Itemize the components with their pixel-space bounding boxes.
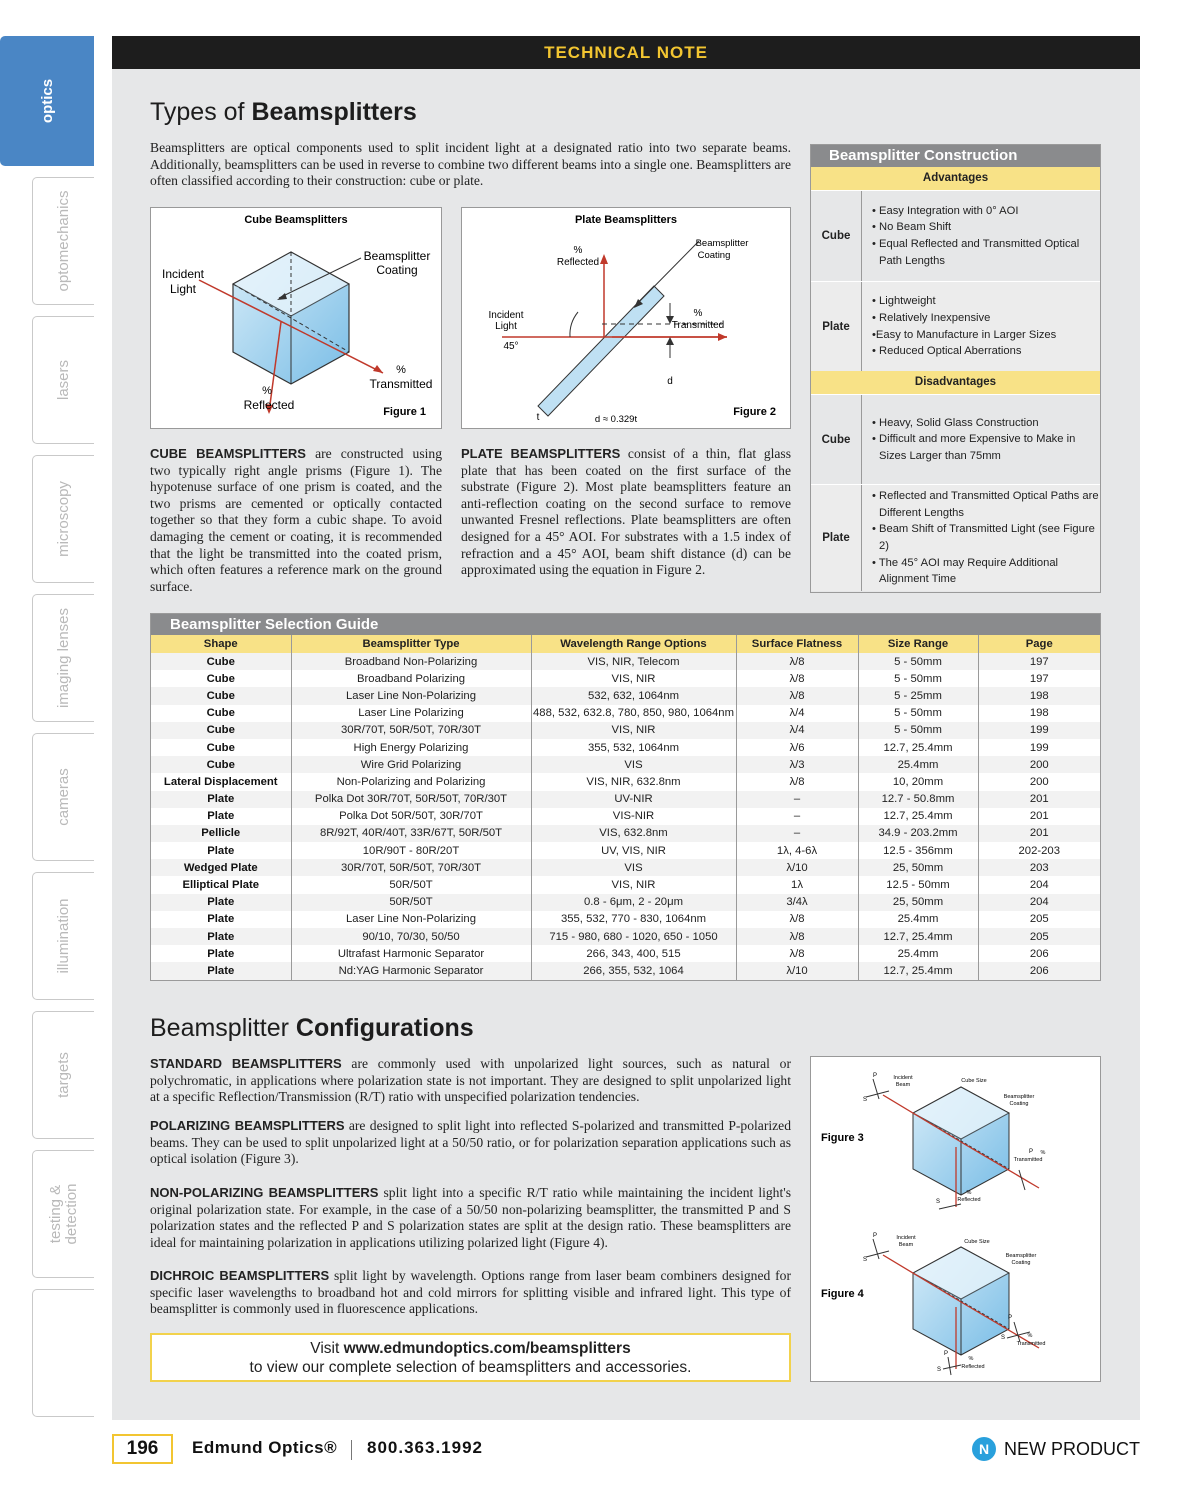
table-cell: Cube (151, 687, 291, 704)
table-cell: 198 (1029, 707, 1049, 720)
fig3-beam: Beam (895, 1082, 911, 1088)
table-cell: Cube (151, 739, 291, 756)
table-cell: Laser Line Polarizing (291, 705, 531, 722)
guide-header-row (151, 635, 1100, 653)
table-cell: λ/8 (736, 687, 858, 704)
table-cell: 201 (978, 825, 1100, 842)
table-cell: – (736, 825, 858, 842)
table-cell: 30R/70T, 50R/50T, 70R/30T (291, 722, 531, 739)
figure-2-plate (461, 207, 791, 429)
guide-table (151, 635, 1100, 980)
table-cell: 25.4mm (858, 911, 978, 928)
table-cell: 201 (978, 791, 1100, 808)
adv-row-plate (811, 281, 1100, 371)
page-number: 196 (112, 1434, 173, 1464)
brand-name: Edmund Optics® (192, 1438, 338, 1457)
fig3-p: P (873, 1073, 878, 1079)
table-cell: Plate (151, 911, 291, 928)
list-item: • Equal Reflected and Transmitted Optical Path Lengths (872, 238, 1080, 267)
dis-plate-items (862, 485, 1100, 591)
fig2-bs: Beamsplitter (695, 238, 749, 249)
nonpolarizing-lead: NON-POLARIZING BEAMSPLITTERS (150, 1185, 379, 1200)
side-tab-illumination[interactable] (32, 872, 94, 1000)
figures-3-4 (810, 1056, 1101, 1382)
side-tab-label: testing & detection (46, 1183, 80, 1245)
table-cell: VIS, NIR, 632.8nm (531, 773, 736, 790)
table-row (151, 739, 1100, 756)
table-row (151, 791, 1100, 808)
table-cell: 201 (1029, 810, 1049, 823)
table-cell: 197 (978, 653, 1100, 670)
fig2-angle: 45° (503, 341, 519, 352)
fig3-s2: S (936, 1199, 941, 1205)
table-row (151, 894, 1100, 911)
adv-plate-items (862, 282, 1100, 371)
guide-body (151, 653, 1100, 980)
table-cell: 266, 355, 532, 1064 (531, 962, 736, 979)
technical-note-banner: TECHNICAL NOTE (112, 36, 1140, 69)
fig4-p2: P (1008, 1315, 1013, 1321)
polarization-diagrams (811, 1057, 1100, 1381)
list-item: • Heavy, Solid Glass Construction (872, 416, 1039, 429)
row-label: Plate (811, 282, 862, 371)
dichroic-paragraph (150, 1268, 791, 1318)
fig4-s2: S (1001, 1335, 1006, 1341)
side-tab-targets[interactable] (32, 1011, 94, 1139)
table-cell: 5 - 50mm (858, 670, 978, 687)
table-row (151, 808, 1100, 825)
fig2-title: Plate Beamsplitters (574, 214, 678, 226)
table-cell: 205 (978, 928, 1100, 945)
footer-divider (351, 1440, 352, 1460)
table-row (151, 756, 1100, 773)
table-cell: UV-NIR (531, 791, 736, 808)
table-cell: 200 (1029, 775, 1049, 788)
side-tab-label: microscopy (54, 481, 72, 557)
table-cell: 1λ (736, 876, 858, 893)
fig3-reflected: Reflected (957, 1197, 981, 1203)
visit-line-1 (152, 1339, 789, 1358)
table-row (151, 705, 1100, 722)
list-item: • No Beam Shift (872, 221, 952, 234)
standard-lead: STANDARD BEAMSPLITTERS (150, 1056, 342, 1071)
fig2-reflected: Reflected (556, 257, 600, 268)
table-cell: Nd:YAG Harmonic Separator (291, 962, 531, 979)
table-cell: 5 - 50mm (858, 653, 978, 670)
figure-3-diagram (821, 1073, 1046, 1209)
table-cell: λ/4 (736, 705, 858, 722)
fig4-transmitted: Transmitted (1016, 1341, 1046, 1347)
cube-paragraph (150, 446, 442, 595)
guide-title: Beamsplitter Selection Guide (151, 614, 1100, 635)
new-product-label: NEW PRODUCT (1004, 1438, 1140, 1459)
table-cell: 5 - 50mm (858, 705, 978, 722)
polarizing-paragraph (150, 1118, 791, 1168)
cube-beamsplitter-diagram (151, 208, 441, 428)
fig2-t: t (536, 412, 540, 423)
disadvantages-header: Disadvantages (811, 371, 1100, 394)
table-cell: Lateral Displacement (151, 773, 291, 790)
fig2-incident: Incident (488, 310, 524, 321)
selection-guide (150, 613, 1101, 981)
column-header: Beamsplitter Type (291, 635, 531, 653)
list-item: • Relatively Inexpensive (872, 311, 991, 324)
fig3-pct-r: % (966, 1190, 972, 1196)
fig3-pct-t: % (1040, 1150, 1046, 1156)
types-heading-bold: Beamsplitters (251, 98, 417, 126)
types-heading (150, 98, 417, 127)
table-cell: 202-203 (1018, 844, 1060, 857)
list-item: • Difficult and more Expensive to Make in Sizes Larger than 75mm (872, 433, 1076, 462)
fig4-cubesize: Cube Size (964, 1239, 990, 1245)
table-cell: Broadband Non-Polarizing (291, 653, 531, 670)
side-tab-testing-detection[interactable] (32, 1150, 94, 1278)
table-cell: λ/8 (736, 911, 858, 928)
table-cell: 355, 532, 770 - 830, 1064nm (531, 911, 736, 928)
side-tab-microscopy[interactable] (32, 455, 94, 583)
table-row (151, 687, 1100, 704)
fig2-coating: Coating (697, 250, 731, 261)
list-item: •Easy to Manufacture in Larger Sizes (872, 328, 1057, 341)
table-cell: Polka Dot 30R/70T, 50R/50T, 70R/30T (291, 791, 531, 808)
table-cell: 200 (978, 756, 1100, 773)
new-product-icon: N (972, 1437, 996, 1461)
table-cell: 199 (1029, 741, 1049, 754)
table-cell: 0.8 - 6μm, 2 - 20μm (531, 894, 736, 911)
fig1-coating: Coating (376, 263, 418, 277)
table-row (151, 653, 1100, 670)
table-cell: Wedged Plate (151, 859, 291, 876)
table-cell: Wire Grid Polarizing (291, 756, 531, 773)
table-cell: 50R/50T (291, 894, 531, 911)
table-row (151, 842, 1100, 859)
fig4-incident: Incident (896, 1235, 916, 1241)
table-cell: Plate (151, 842, 291, 859)
fig4-coating: Coating (1011, 1260, 1031, 1266)
table-cell: 8R/92T, 40R/40T, 33R/67T, 50R/50T (291, 825, 531, 842)
table-cell: Cube (151, 653, 291, 670)
fig4-s: S (863, 1257, 868, 1263)
column-header: Shape (151, 635, 291, 653)
table-cell: 3/4λ (736, 894, 858, 911)
standard-paragraph (150, 1056, 791, 1106)
table-cell: λ/8 (736, 945, 858, 962)
side-tab-label: optomechanics (54, 190, 72, 292)
table-cell: 25.4mm (858, 945, 978, 962)
list-item: • Reflected and Transmitted Optical Paths are Different Lengths (872, 490, 1099, 519)
configs-heading-bold: Configurations (295, 1014, 474, 1042)
table-cell: 12.7 - 50.8mm (858, 791, 978, 808)
table-cell: VIS, NIR (531, 876, 736, 893)
table-cell: VIS, 632.8nm (531, 825, 736, 842)
side-tab-optomechanics[interactable] (32, 177, 94, 305)
table-cell: λ/4 (736, 722, 858, 739)
new-product-legend (972, 1437, 1140, 1461)
table-cell: Elliptical Plate (151, 876, 291, 893)
table-cell: λ/8 (736, 773, 858, 790)
table-cell: λ/10 (736, 859, 858, 876)
table-cell: 206 (978, 962, 1100, 979)
table-cell: Plate (151, 945, 291, 962)
figure-4-label: Figure 4 (821, 1288, 864, 1300)
nonpolarizing-text: split light into a specific R/T ratio while maintaining the incident light's original polarization state. For example, in the case of a 50/50 non-polarizing beamsplitter, the transmitted P and S polarization states and the reflected P and S polarization states are split at the design ratio. These beamsplitters are ideal for maintaining polarization in applications utilizing polarized light (Figure 4). (150, 1185, 791, 1250)
table-cell: 1λ, 4-6λ (736, 842, 858, 859)
fig3-s: S (863, 1097, 868, 1103)
list-item: • Beam Shift of Transmitted Light (see Figure 2) (872, 523, 1095, 552)
side-tab-imaging-lenses[interactable] (32, 594, 94, 722)
table-cell: λ/8 (736, 928, 858, 945)
table-cell: 34.9 - 203.2mm (858, 825, 978, 842)
cube-lead: CUBE BEAMSPLITTERS (150, 446, 306, 461)
fig4-s3: S (937, 1367, 942, 1373)
side-tab-label: imaging lenses (54, 607, 72, 709)
phone-number: 800.363.1992 (367, 1438, 483, 1457)
construction-table (810, 144, 1101, 593)
fig3-incident: Incident (893, 1075, 913, 1081)
types-heading-light: Types of (150, 98, 252, 126)
column-header: Page (978, 635, 1100, 653)
side-tab-label: targets (54, 1052, 72, 1098)
table-row (151, 962, 1100, 979)
table-cell: Plate (151, 894, 291, 911)
fig2-d: d (667, 376, 673, 387)
polarizing-text: are designed to split light into reflected S-polarized and transmitted P-polarized beams. They can be used to split unpolarized light at a 50/50 ratio, or for polarization separation applications such as optical isolation (Figure 3). (150, 1118, 791, 1167)
table-cell: 10, 20mm (858, 773, 978, 790)
side-tab-blank[interactable] (32, 1289, 94, 1417)
figure-3-label: Figure 3 (821, 1132, 864, 1144)
fig4-pct-t: % (1027, 1333, 1033, 1339)
table-cell: 203 (978, 859, 1100, 876)
dichroic-lead: DICHROIC BEAMSPLITTERS (150, 1268, 330, 1283)
figure-4-diagram (821, 1233, 1045, 1375)
table-cell: Laser Line Non-Polarizing (291, 911, 531, 928)
table-cell: λ/8 (736, 670, 858, 687)
table-cell: 12.5 - 356mm (858, 842, 978, 859)
fig2-label: Figure 2 (733, 406, 776, 418)
table-cell: UV, VIS, NIR (531, 842, 736, 859)
side-tab-optics[interactable] (0, 36, 94, 166)
table-cell: High Energy Polarizing (291, 739, 531, 756)
advantages-header: Advantages (811, 167, 1100, 190)
table-cell: VIS-NIR (531, 808, 736, 825)
adv-row-cube (811, 190, 1100, 281)
fig3-bs: Beamsplitter (1003, 1094, 1035, 1100)
table-cell: 12.7, 25.4mm (858, 962, 978, 979)
side-tab-label: illumination (54, 898, 72, 974)
side-tab-cameras[interactable] (32, 733, 94, 861)
table-cell: 266, 343, 400, 515 (531, 945, 736, 962)
table-cell: 12.7, 25.4mm (858, 928, 978, 945)
table-cell: Cube (151, 756, 291, 773)
table-cell: 488, 532, 632.8, 780, 850, 980, 1064nm (531, 705, 736, 722)
table-cell: 12.5 - 50mm (858, 876, 978, 893)
plate-text: consist of a thin, flat glass plate that has been coated on the first surface of the substrate (Figure 2). Most plate beamsplitters feature an anti-reflection coating on the second surface to remove unwanted Fresnel reflections. Plate beamsplitters are often designed for a 45° AOI. For substrates with a 1.5 index of refraction and a 45° AOI, beam shift distance (d) can be approximated using the equation in Figure 2. (461, 446, 792, 578)
fig2-pct-t: % (693, 308, 703, 319)
fig2-light: Light (495, 321, 517, 332)
table-cell: λ/3 (736, 756, 858, 773)
table-cell: 12.7, 25.4mm (858, 739, 978, 756)
fig2-pct-r: % (573, 245, 583, 256)
cube-text: are constructed using two typically right angle prisms (Figure 1). The hypotenuse surface of one prism is coated, and the two prisms are cemented or optically contacted together so that they form a cubic shape. To avoid damaging the cement or coating, it is recommended that the light be transmitted into the coated prism, which often features a reference mark on the ground surface. (150, 446, 443, 594)
fig1-title: Cube Beamsplitters (244, 214, 348, 226)
fig4-reflected: Reflected (961, 1364, 985, 1370)
plate-paragraph (461, 446, 791, 579)
table-cell: Ultrafast Harmonic Separator (291, 945, 531, 962)
table-cell: 532, 632, 1064nm (531, 687, 736, 704)
column-header: Size Range (858, 635, 978, 653)
table-cell: 10R/90T - 80R/20T (291, 842, 531, 859)
fig1-light: Light (169, 282, 197, 296)
table-cell: Pellicle (151, 825, 291, 842)
list-item: • Reduced Optical Aberrations (872, 345, 1022, 358)
dis-row-plate (811, 484, 1100, 591)
table-cell: 5 - 25mm (858, 687, 978, 704)
list-item: • Easy Integration with 0° AOI (872, 204, 1019, 217)
table-cell: Polka Dot 50R/50T, 30R/70T (291, 808, 531, 825)
table-cell: VIS (531, 756, 736, 773)
table-cell: Plate (151, 808, 291, 825)
table-cell: 30R/70T, 50R/50T, 70R/30T (291, 859, 531, 876)
dis-cube-items (862, 395, 1100, 484)
fig1-incident: Incident (161, 267, 205, 281)
table-cell: λ/10 (736, 962, 858, 979)
intro-paragraph: Beamsplitters are optical components used to split incident light at a designated ratio into two separate beams. Additionally, beamsplitters can be used in reverse to combine two different beams into a single one. Beamsplitters are often classified according to their construction: cube or plate. (150, 140, 791, 189)
side-tab-label: optics (38, 78, 56, 124)
adv-cube-items (862, 191, 1100, 281)
table-row (151, 945, 1100, 962)
table-cell: 206 (1029, 947, 1049, 960)
table-cell: 5 - 50mm (858, 722, 978, 739)
column-header: Wavelength Range Options (531, 635, 736, 653)
table-cell: 204 (978, 894, 1100, 911)
visit-line-2: to view our complete selection of beamsplitters and accessories. (249, 1359, 692, 1376)
fig1-bs: Beamsplitter (363, 249, 431, 263)
table-cell: Non-Polarizing and Polarizing (291, 773, 531, 790)
tech-note-panel (112, 36, 1140, 1420)
table-cell: Cube (151, 705, 291, 722)
column-header: Surface Flatness (736, 635, 858, 653)
fig1-reflected: Reflected (243, 398, 295, 412)
table-cell: 199 (978, 722, 1100, 739)
table-cell: 50R/50T (291, 876, 531, 893)
fig4-pct-r: % (968, 1356, 974, 1362)
table-cell: 25, 50mm (858, 894, 978, 911)
row-label: Cube (811, 191, 862, 281)
figure-1-cube (150, 207, 442, 429)
construction-title: Beamsplitter Construction (811, 145, 1100, 167)
fig4-bs: Beamsplitter (1005, 1253, 1037, 1259)
fig4-p: P (873, 1233, 878, 1239)
row-label: Cube (811, 395, 862, 484)
table-cell: Plate (151, 791, 291, 808)
fig1-pct-r: % (262, 385, 272, 397)
table-cell: VIS, NIR, Telecom (531, 653, 736, 670)
nonpolarizing-paragraph (150, 1185, 791, 1251)
table-cell: 355, 532, 1064nm (531, 739, 736, 756)
configurations-heading (150, 1014, 474, 1043)
dis-row-cube (811, 394, 1100, 484)
table-cell: VIS (531, 859, 736, 876)
side-tab-label: cameras (54, 768, 72, 826)
table-cell: VIS, NIR (531, 670, 736, 687)
table-row (151, 876, 1100, 893)
table-row (151, 773, 1100, 790)
fig2-transmitted: Transmitted (671, 320, 725, 331)
table-cell: 715 - 980, 680 - 1020, 650 - 1050 (531, 928, 736, 945)
fig3-cubesize: Cube Size (961, 1078, 987, 1084)
side-tab-label: lasers (54, 359, 72, 401)
table-cell: 205 (1029, 913, 1049, 926)
fig2-eq: d ≈ 0.329t (594, 414, 638, 425)
list-item: • The 45° AOI may Require Additional Alignment Time (872, 556, 1059, 586)
table-cell: 198 (978, 687, 1100, 704)
fig1-pct-t: % (396, 364, 406, 376)
page-footer (112, 1434, 1140, 1466)
table-cell: 90/10, 70/30, 50/50 (291, 928, 531, 945)
table-cell: Plate (151, 928, 291, 945)
standard-text: are commonly used with unpolarized light sources, such as natural or polychromatic, in applications where polarization state is not important. They are designed to split unpolarized light at a specific Reflection/Transmission (R/T) ratio with unspecified polarization tendencies. (150, 1056, 791, 1105)
table-cell: λ/8 (736, 653, 858, 670)
fig3-p2: P (1029, 1149, 1034, 1155)
table-cell: Laser Line Non-Polarizing (291, 687, 531, 704)
table-cell: – (736, 808, 858, 825)
table-cell: VIS, NIR (531, 722, 736, 739)
table-cell: – (736, 791, 858, 808)
row-label: Plate (811, 485, 862, 591)
table-cell: 12.7, 25.4mm (858, 808, 978, 825)
plate-beamsplitter-diagram (462, 208, 790, 428)
table-row (151, 825, 1100, 842)
visit-url-link[interactable]: www.edmundoptics.com/beamsplitters (343, 1340, 631, 1357)
table-cell: Plate (151, 962, 291, 979)
visit-pre: Visit (310, 1340, 344, 1357)
list-item: • Lightweight (872, 295, 936, 308)
table-cell: Cube (151, 670, 291, 687)
table-cell: Broadband Polarizing (291, 670, 531, 687)
table-row (151, 670, 1100, 687)
table-cell: 197 (1029, 672, 1049, 685)
table-row (151, 911, 1100, 928)
table-row (151, 928, 1100, 945)
table-cell: 204 (1029, 879, 1049, 892)
table-row (151, 859, 1100, 876)
table-cell: 25, 50mm (858, 859, 978, 876)
dichroic-text: split light by wavelength. Options range from laser beam combiners designed for specific laser wavelengths to broadband hot and cold mirrors for splitting visible and infrared light. This type of beamsplitter is commonly used in fluorescence applications. (150, 1268, 791, 1317)
table-cell: 25.4mm (858, 756, 978, 773)
table-cell: λ/6 (736, 739, 858, 756)
fig1-transmitted: Transmitted (369, 377, 433, 391)
side-tab-lasers[interactable] (32, 316, 94, 444)
table-row (151, 722, 1100, 739)
fig4-p3: P (944, 1351, 949, 1357)
polarizing-lead: POLARIZING BEAMSPLITTERS (150, 1118, 345, 1133)
fig1-label: Figure 1 (383, 406, 426, 418)
configs-heading-light: Beamsplitter (150, 1014, 296, 1042)
fig4-beam: Beam (898, 1242, 914, 1248)
fig3-transmitted: Transmitted (1013, 1157, 1043, 1163)
table-cell: Cube (151, 722, 291, 739)
visit-callout (150, 1333, 791, 1382)
fig3-coating: Coating (1009, 1101, 1029, 1107)
plate-lead: PLATE BEAMSPLITTERS (461, 446, 621, 461)
